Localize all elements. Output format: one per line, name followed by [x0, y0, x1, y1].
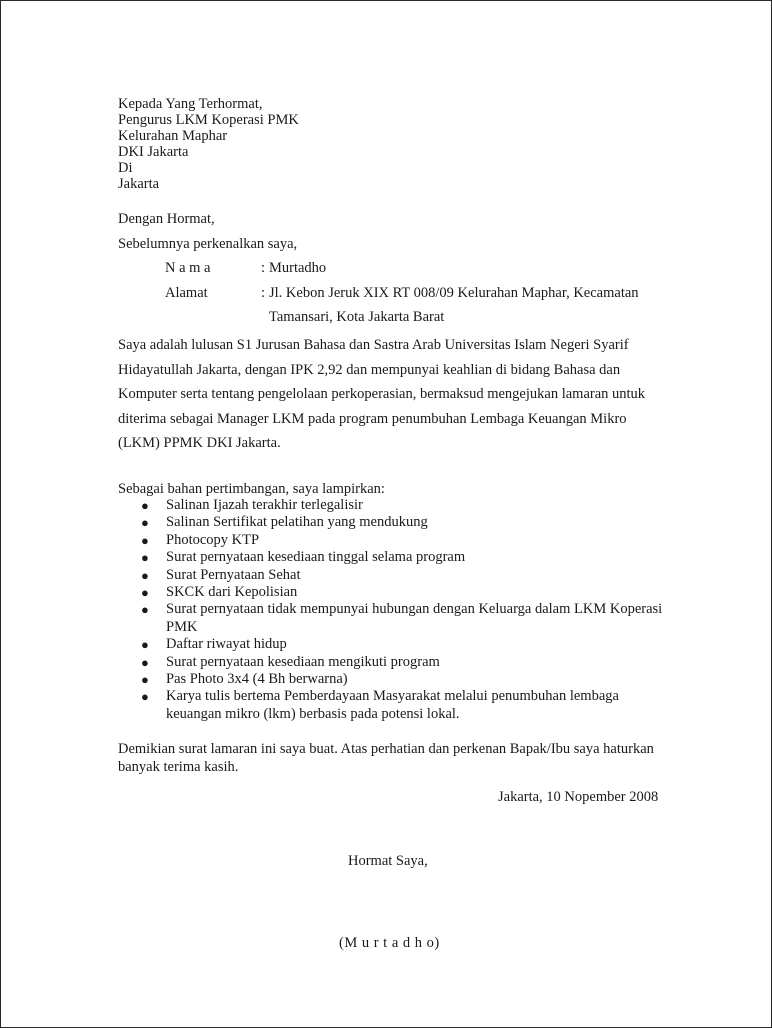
- list-item: ● Surat pernyataan tidak mempunyai hubungan dengan Keluarga dalam LKM Koperasi: [141, 601, 663, 618]
- list-item: ● Photocopy KTP: [141, 531, 260, 548]
- bullet-icon: ●: [141, 672, 149, 688]
- name-label: N a m a: [165, 260, 211, 276]
- bullet-icon: ●: [141, 585, 149, 601]
- place-date: Jakarta, 10 Nopember 2008: [498, 789, 659, 805]
- closing-line: Demikian surat lamaran ini saya buat. Atas perhatian dan perkenan Bapak/Ibu saya haturkan: [118, 741, 654, 757]
- list-item: ● Karya tulis bertema Pemberdayaan Masyarakat melalui penumbuhan lembaga: [141, 688, 619, 705]
- list-item: ● SKCK dari Kepolisian: [141, 584, 298, 601]
- recipient-line: Jakarta: [118, 176, 160, 192]
- list-item-continuation: keuangan mikro (lkm) berbasis pada potensi lokal.: [166, 705, 460, 722]
- bullet-icon: ●: [141, 602, 149, 618]
- address-line-2: Tamansari, Kota Jakarta Barat: [269, 309, 445, 325]
- body-line: Komputer serta tentang pengelolaan perkoperasian, bermaksud mengejukan lamaran untuk: [118, 386, 646, 403]
- bullet-icon: ●: [141, 498, 149, 513]
- intro-line: Sebelumnya perkenalkan saya,: [118, 236, 298, 252]
- recipient-line: Kepada Yang Terhormat,: [118, 96, 263, 112]
- greeting: Dengan Hormat,: [118, 211, 215, 227]
- list-item: ● Daftar riwayat hidup: [141, 636, 287, 653]
- closing-paragraph: [118, 741, 658, 776]
- name-colon: :: [261, 260, 266, 276]
- body-line: Saya adalah lulusan S1 Jurusan Bahasa dan Sastra Arab Universitas Islam Negeri Syarif: [118, 337, 629, 353]
- body-line: Hidayatullah Jakarta, dengan IPK 2,92 dan mempunyai keahlian di bidang Bahasa dan: [118, 361, 621, 378]
- body-paragraph: [118, 333, 658, 456]
- closing-salutation: Hormat Saya,: [348, 853, 428, 869]
- bullet-icon: ●: [141, 515, 149, 531]
- name-value: Murtadho: [269, 260, 327, 276]
- list-item-continuation: PMK: [166, 618, 198, 635]
- list-item: ● Surat Pernyataan Sehat: [141, 566, 301, 583]
- bullet-icon: ●: [141, 689, 149, 705]
- body-line: diterima sebagai Manager LKM pada program penumbuhan Lembaga Keuangan Mikro: [118, 410, 627, 427]
- recipient-line: Pengurus LKM Koperasi PMK: [118, 112, 299, 128]
- address-label: Alamat: [165, 285, 208, 301]
- list-item: ● Surat pernyataan kesediaan tinggal selama program: [141, 549, 466, 566]
- bullet-icon: ●: [141, 550, 149, 566]
- address-line-1: Jl. Kebon Jeruk XIX RT 008/09 Kelurahan Maphar, Kecamatan: [269, 285, 639, 301]
- list-item: ● Salinan Ijazah terakhir terlegalisir: [141, 497, 363, 513]
- recipient-line: DKI Jakarta: [118, 144, 189, 160]
- list-item: ● Pas Photo 3x4 (4 Bh berwarna): [141, 671, 348, 688]
- recipient-line: Kelurahan Maphar: [118, 128, 228, 144]
- body-line: (LKM) PPMK DKI Jakarta.: [118, 435, 281, 452]
- address-colon: :: [261, 285, 266, 301]
- bullet-icon: ●: [141, 532, 149, 548]
- recipient-address: [118, 96, 299, 192]
- attachments-intro: Sebagai bahan pertimbangan, saya lampirkan:: [118, 481, 385, 497]
- bullet-icon: ●: [141, 654, 149, 670]
- list-item: ● Surat pernyataan kesediaan mengikuti program: [141, 653, 440, 670]
- attachments-list: [118, 497, 662, 723]
- bullet-icon: ●: [141, 637, 149, 653]
- recipient-line: Di: [118, 160, 133, 176]
- bullet-icon: ●: [141, 567, 149, 583]
- signature-name: (M u r t a d h o): [339, 935, 440, 951]
- list-item: ● Salinan Sertifikat pelatihan yang mendukung: [141, 514, 428, 531]
- closing-line: banyak terima kasih.: [118, 758, 239, 775]
